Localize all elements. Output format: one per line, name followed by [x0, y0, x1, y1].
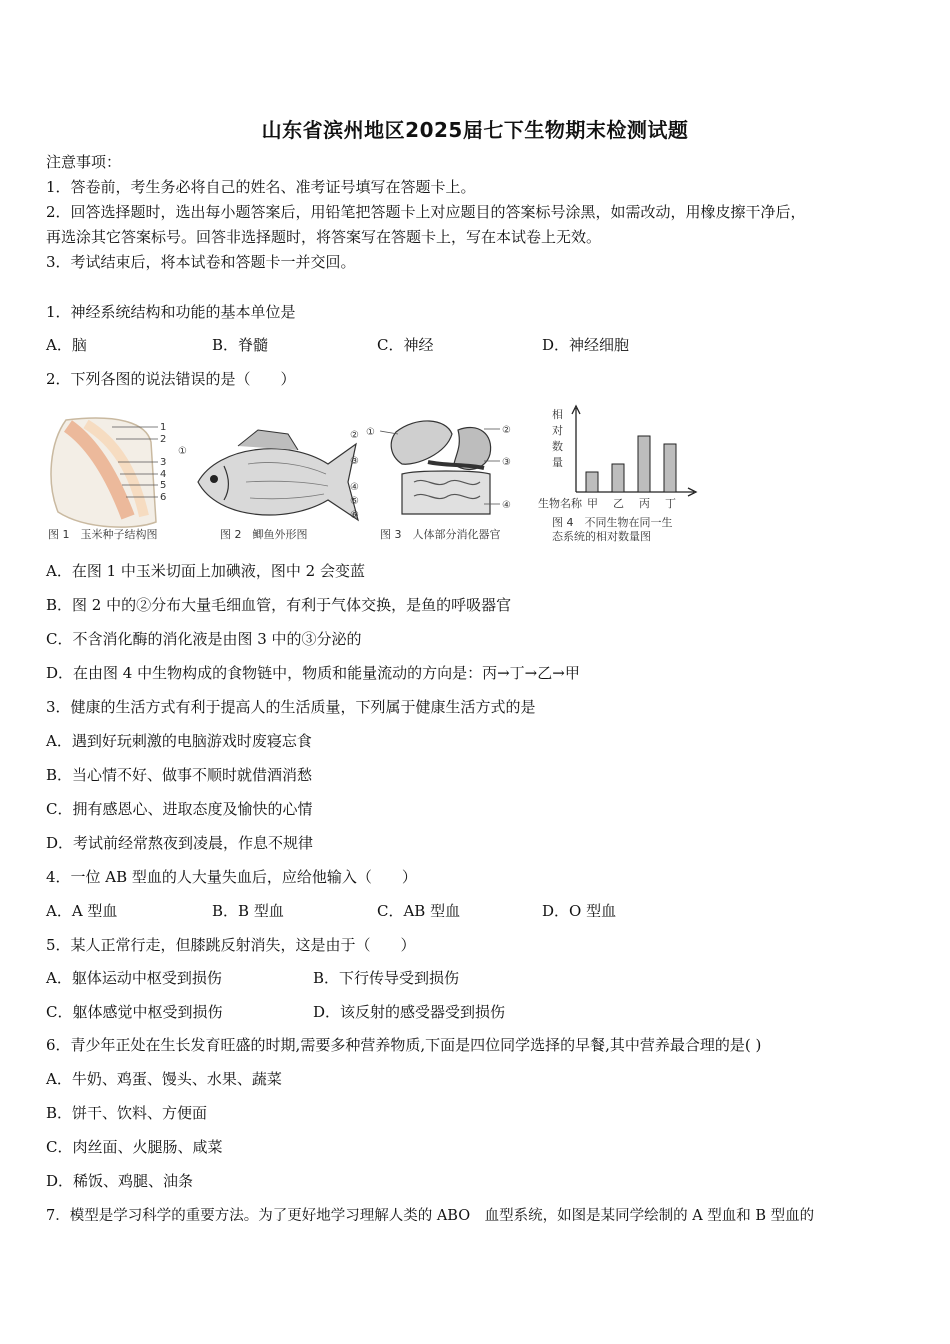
- category-label-丙: 丙: [639, 497, 650, 510]
- notice-item: 2．回答选择题时，选出每小题答案后，用铅笔把答题卡上对应题目的答案标号涂黑，如需改动，用橡皮擦干净后，: [46, 203, 806, 221]
- notice-item: 1．答卷前，考生务必将自己的姓名、准考证号填写在答题卡上。: [46, 178, 476, 196]
- figure-2-fish: [178, 424, 364, 544]
- figure-1-caption: 图 1 玉米种子结构图: [48, 528, 158, 541]
- q5-option-d: D．该反射的感受器受到损伤: [313, 1003, 506, 1021]
- figure-4-caption-line-1: 图 4 不同生物在同一生: [552, 516, 673, 529]
- fig2-label: ①: [178, 446, 187, 457]
- q5-option-a: A．躯体运动中枢受到损伤: [46, 969, 222, 987]
- fig2-label: ③: [350, 456, 359, 467]
- question-4-stem: 4．一位 AB 型血的人大量失血后，应给他输入（ ）: [46, 868, 417, 886]
- fig1-label: 6: [160, 492, 167, 503]
- fish-dorsal-fin: [238, 430, 298, 450]
- bar-group: [586, 436, 676, 510]
- q5-option-b: B．下行传导受到损伤: [313, 969, 460, 987]
- fig3-label: ①: [366, 427, 375, 438]
- q2-option-a: A．在图 1 中玉米切面上加碘液，图中 2 会变蓝: [46, 562, 365, 580]
- figure-4-caption-line-2: 态系统的相对数量图: [552, 530, 651, 543]
- figure-2-caption: 图 2 鲫鱼外形图: [220, 528, 308, 541]
- notice-heading: 注意事项：: [46, 153, 122, 171]
- q4-option-a: A．A 型血: [46, 902, 118, 920]
- q3-option-b: B．当心情不好、做事不顺时就借酒消愁: [46, 766, 313, 784]
- y-axis-label-char: 对: [552, 424, 563, 437]
- y-axis-label-char: 相: [552, 408, 563, 421]
- category-label-乙: 乙: [613, 497, 624, 510]
- fig1-label: 2: [160, 434, 167, 445]
- figure-3-digestive-organs: [366, 404, 526, 544]
- q6-option-d: D．稀饭、鸡腿、油条: [46, 1172, 194, 1190]
- q1-option-a: A．脑: [46, 336, 87, 354]
- fig1-label: 3: [160, 457, 167, 468]
- fig2-label: ⑥: [350, 510, 359, 521]
- question-7-stem: 7．模型是学习科学的重要方法。为了更好地学习理解人类的 ABO 血型系统，如图是某同学绘制的 A 型血和 B 型血的: [46, 1208, 815, 1224]
- x-axis-label: 生物名称: [538, 497, 582, 510]
- bar-乙: [612, 464, 624, 492]
- q1-option-c: C．神经: [377, 336, 434, 354]
- question-2-stem: 2．下列各图的说法错误的是（ ）: [46, 370, 296, 388]
- figure-3-caption: 图 3 人体部分消化器官: [380, 528, 501, 541]
- category-label-甲: 甲: [587, 497, 598, 510]
- figure-1-corn-seed: [46, 412, 176, 544]
- q6-option-b: B．饼干、饮料、方便面: [46, 1104, 208, 1122]
- bar-丁: [664, 444, 676, 492]
- q1-option-d: D．神经细胞: [542, 336, 630, 354]
- large-intestine: [402, 471, 490, 514]
- question-5-stem: 5．某人正常行走，但膝跳反射消失，这是由于（ ）: [46, 936, 416, 954]
- figure-4-bar-chart: [536, 404, 706, 546]
- q3-option-a: A．遇到好玩刺激的电脑游戏时废寝忘食: [46, 732, 312, 750]
- notice-item: 3．考试结束后，将本试卷和答题卡一并交回。: [46, 253, 356, 271]
- fish-body: [198, 444, 358, 520]
- q1-option-b: B．脊髓: [212, 336, 269, 354]
- y-axis-label-char: 量: [552, 456, 563, 469]
- y-axis-label-char: 数: [552, 440, 563, 453]
- question-6-stem: 6．青少年正处在生长发育旺盛的时期,需要多种营养物质,下面是四位同学选择的早餐,其中营养最合理的是( ): [46, 1036, 762, 1054]
- fig1-label: 4: [160, 469, 167, 480]
- q2-option-d: D．在由图 4 中生物构成的食物链中，物质和能量流动的方向是：丙→丁→乙→甲: [46, 664, 580, 682]
- fig1-label: 1: [160, 422, 167, 433]
- notice-item: 再选涂其它答案标号。回答非选择题时，将答案写在答题卡上，写在本试卷上无效。: [46, 228, 602, 246]
- fig3-label: ②: [502, 425, 511, 436]
- liver: [391, 421, 452, 464]
- q6-option-a: A．牛奶、鸡蛋、馒头、水果、蔬菜: [46, 1070, 282, 1088]
- q3-option-c: C．拥有感恩心、进取态度及愉快的心情: [46, 800, 313, 818]
- bar-甲: [586, 472, 598, 492]
- q4-option-b: B．B 型血: [212, 902, 284, 920]
- fig2-label: ②: [350, 430, 359, 441]
- fig3-label: ③: [502, 457, 511, 468]
- bar-丙: [638, 436, 650, 492]
- question-1-stem: 1．神经系统结构和功能的基本单位是: [46, 303, 296, 321]
- stomach: [454, 427, 491, 469]
- fig2-label: ④: [350, 482, 359, 493]
- fish-eye: [210, 475, 218, 483]
- fig2-label: ⑤: [350, 496, 359, 507]
- category-label-丁: 丁: [665, 497, 676, 510]
- page-title: 山东省滨州地区2025届七下生物期末检测试题: [261, 118, 689, 142]
- question-3-stem: 3．健康的生活方式有利于提高人的生活质量，下列属于健康生活方式的是: [46, 698, 536, 716]
- q4-option-d: D．O 型血: [542, 902, 617, 920]
- q3-option-d: D．考试前经常熬夜到凌晨，作息不规律: [46, 834, 314, 852]
- fig1-label: 5: [160, 480, 167, 491]
- fig3-label: ④: [502, 500, 511, 511]
- q2-option-c: C．不含消化酶的消化液是由图 3 中的③分泌的: [46, 630, 362, 648]
- q6-option-c: C．肉丝面、火腿肠、咸菜: [46, 1138, 223, 1156]
- q4-option-c: C．AB 型血: [377, 902, 461, 920]
- q2-option-b: B．图 2 中的②分布大量毛细血管，有利于气体交换，是鱼的呼吸器官: [46, 596, 512, 614]
- q5-option-c: C．躯体感觉中枢受到损伤: [46, 1003, 223, 1021]
